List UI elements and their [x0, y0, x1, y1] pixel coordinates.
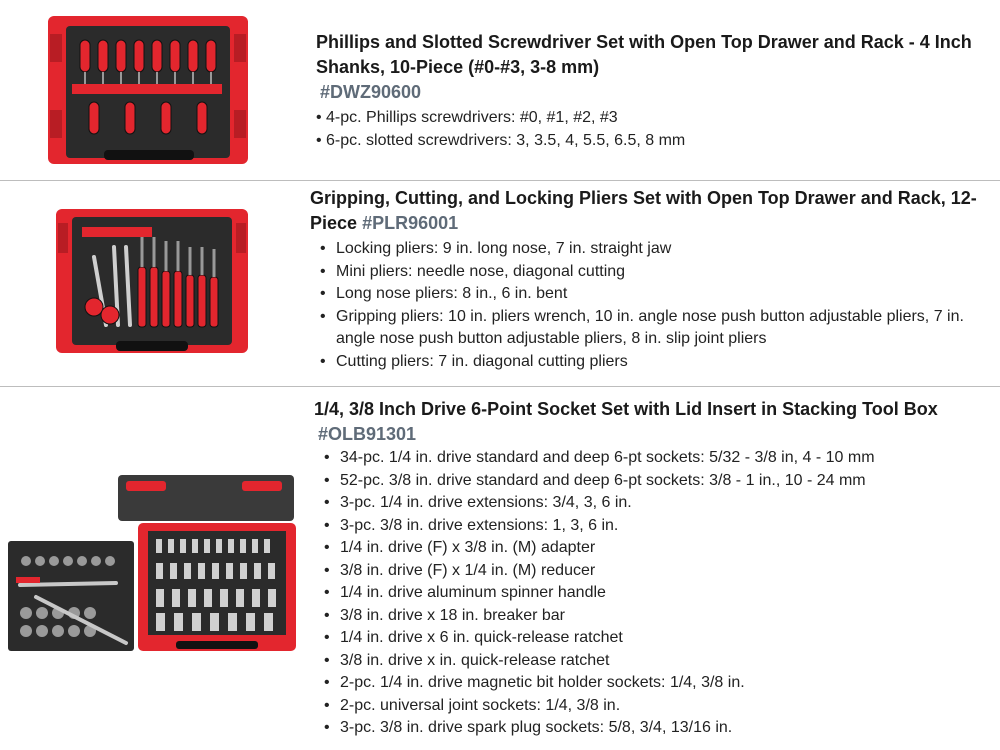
list-item — [314, 560, 994, 583]
bullet: • — [320, 262, 326, 280]
feature-text: 6-pc. slotted screwdrivers: 3, 3.5, 4, 5.5, 6.5, 8 mm — [326, 131, 686, 149]
bullet: • — [324, 584, 330, 601]
feature-text: Locking pliers: 9 in. long nose, 7 in. straight jaw — [336, 240, 672, 257]
list-item — [316, 130, 976, 153]
screwdriver-set-image — [46, 14, 250, 166]
list-item — [314, 672, 994, 695]
list-item — [314, 717, 994, 740]
bullet: • — [320, 352, 326, 370]
feature-text: 3/8 in. drive (F) x 1/4 in. (M) reducer — [340, 561, 596, 579]
feature-text: 4-pc. Phillips screwdrivers: #0, #1, #2, #3 — [326, 109, 618, 126]
list-item — [314, 515, 994, 538]
feature-text: 2-pc. 1/4 in. drive magnetic bit holder sockets: 1/4, 3/8 in. — [340, 674, 745, 691]
bullet: • — [324, 516, 330, 534]
feature-text: 52-pc. 3/8 in. drive standard and deep 6-pt sockets: 3/8 - 1 in., 10 - 24 mm — [340, 471, 866, 489]
feature-text: Gripping pliers: 10 in. pliers wrench, 10 in. angle nose push button adjustable pliers, 7 in. angle nose push button adjustable pliers, 8 in. slip joint pliers — [336, 307, 964, 347]
product-sku: #OLB91301 — [318, 424, 417, 444]
product-sku: #DWZ90600 — [320, 82, 422, 102]
feature-list — [310, 238, 990, 373]
bullet: • — [324, 719, 330, 736]
list-item — [310, 283, 990, 306]
bullet: • — [324, 696, 330, 714]
bullet: • — [320, 240, 326, 257]
bullet: • — [316, 131, 322, 149]
bullet: • — [320, 285, 326, 302]
list-item — [314, 650, 994, 673]
feature-text: 1/4 in. drive x 6 in. quick-release ratchet — [340, 629, 623, 646]
product-info — [316, 30, 976, 152]
feature-text: 1/4 in. drive (F) x 3/8 in. (M) adapter — [340, 539, 596, 556]
product-title-text: Phillips and Slotted Screwdriver Set with Open Top Drawer and Rack - 4 Inch Shanks, 10-Piece (#0-#3, 3-8 mm) — [316, 32, 972, 77]
bullet: • — [324, 629, 330, 646]
list-item — [314, 582, 994, 605]
list-item — [314, 447, 994, 470]
bullet: • — [324, 561, 330, 579]
feature-text: 3-pc. 3/8 in. drive extensions: 1, 3, 6 in. — [340, 516, 619, 534]
list-item — [310, 351, 990, 374]
feature-list — [314, 447, 994, 740]
feature-text: 3/8 in. drive x 18 in. breaker bar — [340, 606, 566, 624]
list-item — [310, 306, 990, 351]
feature-text: 34-pc. 1/4 in. drive standard and deep 6-pt sockets: 5/32 - 3/8 in, 4 - 10 mm — [340, 449, 875, 466]
feature-list — [316, 107, 976, 152]
list-item — [314, 695, 994, 718]
list-item — [310, 238, 990, 261]
feature-text: 3/8 in. drive x in. quick-release ratchet — [340, 651, 610, 669]
bullet: • — [316, 109, 322, 126]
product-sku: #PLR96001 — [362, 213, 459, 233]
bullet: • — [324, 674, 330, 691]
product-screwdriver-set — [0, 0, 1000, 180]
list-item — [314, 537, 994, 560]
feature-text: 3-pc. 3/8 in. drive spark plug sockets: 5/8, 3/4, 13/16 in. — [340, 719, 733, 736]
list-item — [314, 492, 994, 515]
product-socket-set — [0, 387, 1000, 750]
product-title — [310, 186, 990, 236]
bullet: • — [324, 539, 330, 556]
feature-text: 2-pc. universal joint sockets: 1/4, 3/8 in. — [340, 696, 621, 714]
socket-set-image — [6, 473, 300, 655]
feature-text: Long nose pliers: 8 in., 6 in. bent — [336, 285, 568, 302]
product-info — [310, 186, 990, 373]
product-pliers-set — [0, 181, 1000, 386]
product-title-text: Gripping, Cutting, and Locking Pliers Set with Open Top Drawer and Rack, 12-Piece — [310, 188, 977, 233]
bullet: • — [320, 307, 326, 325]
feature-text: Cutting pliers: 7 in. diagonal cutting pliers — [336, 352, 628, 370]
bullet: • — [324, 651, 330, 669]
product-title — [316, 30, 976, 105]
list-item — [316, 107, 976, 130]
bullet: • — [324, 494, 330, 511]
list-item — [310, 261, 990, 284]
feature-text: Mini pliers: needle nose, diagonal cutting — [336, 262, 626, 280]
product-title — [314, 397, 994, 447]
product-info — [314, 397, 994, 740]
bullet: • — [324, 449, 330, 466]
product-title-text: 1/4, 3/8 Inch Drive 6-Point Socket Set with Lid Insert in Stacking Tool Box — [314, 399, 938, 419]
list-item — [314, 605, 994, 628]
feature-text: 1/4 in. drive aluminum spinner handle — [340, 584, 606, 601]
list-item — [314, 470, 994, 493]
pliers-set-image — [54, 207, 250, 355]
bullet: • — [324, 606, 330, 624]
feature-text: 3-pc. 1/4 in. drive extensions: 3/4, 3, 6 in. — [340, 494, 632, 511]
list-item — [314, 627, 994, 650]
bullet: • — [324, 471, 330, 489]
